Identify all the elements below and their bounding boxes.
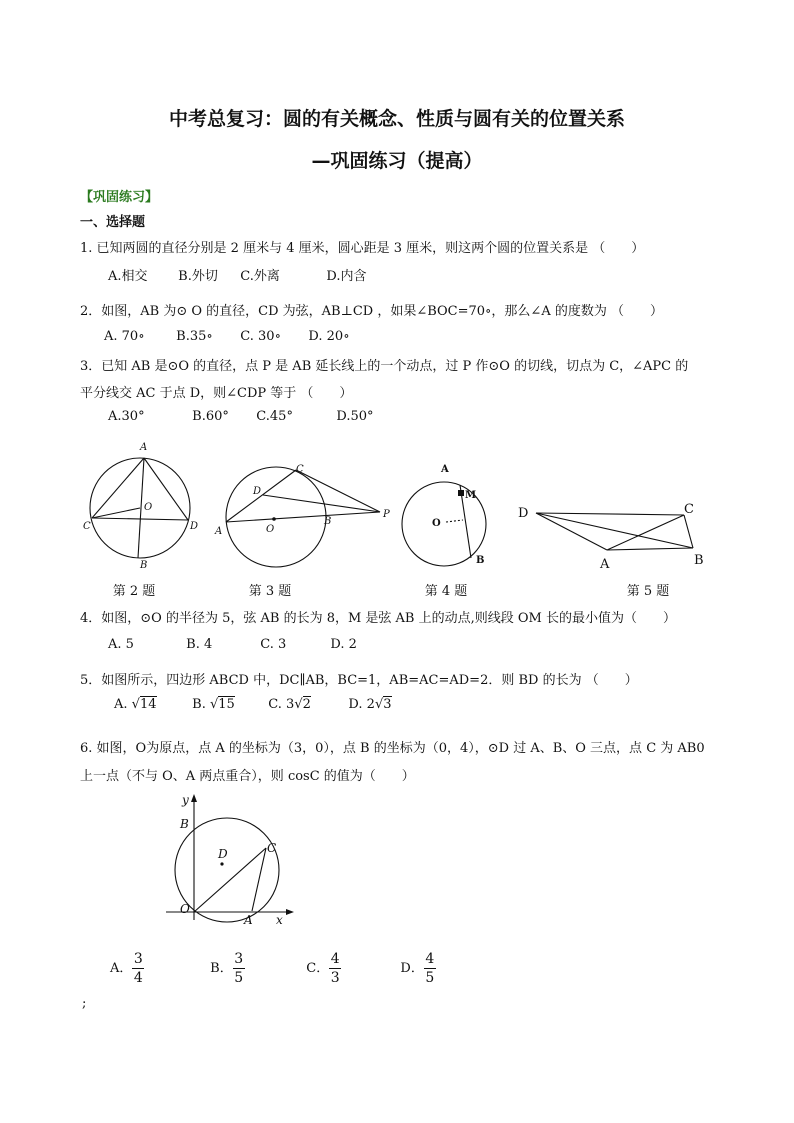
fig6-label-b: B xyxy=(180,817,189,831)
q5-option-b-label: B. xyxy=(192,697,206,712)
fig5-diag-bd xyxy=(536,513,693,548)
q5-stem: 5．如图所示，四边形 ABCD 中，DC∥AB，BC=1，AB=AC=AD=2．则 BD 的长为 （ ） xyxy=(80,673,638,688)
fig4-label-o: O xyxy=(432,518,441,529)
q1-option-c: C.外离 xyxy=(240,269,280,284)
fig4-label-b: B xyxy=(476,555,485,566)
q3-stem-line2: 平分线交 AC 于点 D，则∠CDP 等于 （ ） xyxy=(80,386,353,401)
fig3-label-p: P xyxy=(383,509,390,520)
q5-option-c xyxy=(268,697,344,712)
q5-options xyxy=(114,697,392,712)
q5-option-c-radicand: 2 xyxy=(302,697,311,712)
fig3-label-d: D xyxy=(253,486,262,497)
q2-option-b: B.35∘ xyxy=(176,329,213,344)
q3-option-b: B.60° xyxy=(192,409,229,424)
q6-option-c-num: 4 xyxy=(330,951,340,967)
q5-option-a xyxy=(114,697,188,712)
fig5-diag-ac xyxy=(607,515,684,550)
q4-stem: 4．如图，⊙O 的半径为 5，弦 AB 的长为 8，M 是弦 AB 上的动点,则线段 OM 长的最小值为（ ） xyxy=(80,611,676,626)
fig5-side-dc xyxy=(536,513,684,515)
q1-option-d: D.内含 xyxy=(326,269,367,284)
fig5-side-cb xyxy=(684,515,693,548)
fig6-circle xyxy=(175,818,279,922)
fig4-point-m xyxy=(458,490,464,496)
fig2-label-c: C xyxy=(83,521,91,532)
q6-stem-line1: 6. 如图，O为原点，点 A 的坐标为（3，0），点 B 的坐标为（0，4），⊙D 过 A、B、O 三点，点 C 为 AB0 xyxy=(80,741,705,756)
q2-option-a: A. 70∘ xyxy=(104,329,145,344)
figure-q3 xyxy=(226,467,380,567)
q6-option-d-num: 4 xyxy=(425,951,435,967)
q3-options xyxy=(108,409,374,424)
q4-option-a: A. 5 xyxy=(108,637,134,652)
q6-option-d-label: D． xyxy=(400,961,424,976)
q5-option-a-radicand: 14 xyxy=(139,697,157,712)
fig5-side-da xyxy=(536,513,607,550)
fig2-label-b: B xyxy=(140,560,148,571)
q5-option-c-coef: 3 xyxy=(286,697,295,712)
fig6-label-a: A xyxy=(244,913,253,925)
q6-option-b-den: 5 xyxy=(234,970,244,986)
fig6-line-oc xyxy=(194,848,266,912)
q6-option-a xyxy=(110,951,206,986)
q6-option-a-den: 4 xyxy=(133,970,143,986)
fig3-label-a: A xyxy=(215,526,223,537)
footer-mark: ; xyxy=(82,996,87,1011)
fig2-label-o: O xyxy=(144,502,153,513)
page-title: 中考总复习：圆的有关概念、性质与圆有关的位置关系 xyxy=(168,108,625,130)
q6-option-d xyxy=(400,951,435,986)
caption-fig3: 第 3 题 xyxy=(248,584,292,599)
fig5-side-ab xyxy=(607,548,693,550)
q6-option-c-label: C． xyxy=(306,961,330,976)
caption-fig5: 第 5 题 xyxy=(626,584,670,599)
q6-stem-line2: 上一点（不与 O、A 两点重合），则 cosC 的值为（ ） xyxy=(80,769,415,784)
page-subtitle: —巩固练习（提高） xyxy=(311,150,483,172)
q1-options xyxy=(108,265,367,284)
fig4-label-m: M xyxy=(465,490,477,501)
fig3-line-ap xyxy=(226,512,380,522)
fig6-label-c: C xyxy=(267,841,277,855)
fig6-center-dot xyxy=(220,862,223,865)
q4-option-c: C. 3 xyxy=(260,637,287,652)
q3-option-d: D.50° xyxy=(336,409,374,424)
q4-option-d: D. 2 xyxy=(330,637,357,652)
fig2-label-a: A xyxy=(140,442,148,453)
fig3-label-c: C xyxy=(296,464,304,475)
section-heading: 一、选择题 xyxy=(80,215,146,230)
q5-option-d-label: D. xyxy=(348,697,363,712)
q5-option-c-label: C. xyxy=(268,697,282,712)
q2-option-c: C. 30∘ xyxy=(240,329,281,344)
figure-q6 xyxy=(160,790,300,925)
sqrt-icon: √ xyxy=(131,697,140,712)
q1-option-b: B.外切 xyxy=(178,269,218,284)
q3-stem-line1: 3．已知 AB 是⊙O 的直径，点 P 是 AB 延长线上的一个动点，过 P 作⊙O 的切线，切点为 C，∠APC 的 xyxy=(80,359,689,374)
q6-option-b-fraction xyxy=(233,951,245,986)
q4-option-b: B. 4 xyxy=(186,637,213,652)
fig6-label-x: x xyxy=(276,913,283,925)
q1-stem: 1. 已知两圆的直径分别是 2 厘米与 4 厘米，圆心距是 3 厘米，则这两个圆的位置关系是 （ ） xyxy=(80,241,645,256)
caption-fig4: 第 4 题 xyxy=(424,584,468,599)
q6-option-a-fraction xyxy=(132,951,144,986)
fig3-center-dot xyxy=(272,517,276,521)
fig5-label-b: B xyxy=(694,553,704,568)
q6-option-b-num: 3 xyxy=(234,951,244,967)
fig6-label-o: O xyxy=(180,902,190,916)
section-tag: 【巩固练习】 xyxy=(80,190,159,205)
fig3-label-b: B xyxy=(324,516,332,527)
q6-option-d-den: 5 xyxy=(425,970,435,986)
q5-option-b-radicand: 15 xyxy=(218,697,235,712)
q5-option-d-coef: 2 xyxy=(366,697,375,712)
q6-option-b xyxy=(210,951,302,986)
q4-options xyxy=(108,637,357,652)
fig3-label-o: O xyxy=(266,524,275,535)
fig5-label-a: A xyxy=(600,557,610,572)
fig5-label-c: C xyxy=(684,502,694,517)
q6-option-b-label: B． xyxy=(210,961,233,976)
q5-option-d-radicand: 3 xyxy=(383,697,392,712)
q6-options xyxy=(110,951,436,986)
q6-option-d-fraction xyxy=(424,951,436,986)
fig4-segment-om xyxy=(446,520,463,522)
q2-stem: 2．如图，AB 为⊙ O 的直径，CD 为弦，AB⊥CD ，如果∠BOC=70∘，那么∠A 的度数为 （ ） xyxy=(80,304,663,319)
q6-option-a-num: 3 xyxy=(133,951,143,967)
q5-option-d xyxy=(348,697,391,712)
figures-row xyxy=(80,440,720,575)
fig6-y-arrow-icon xyxy=(191,794,197,802)
q5-option-b xyxy=(192,697,264,712)
q3-option-c: C.45° xyxy=(256,409,293,424)
q2-options xyxy=(104,329,350,344)
q1-option-a: A.相交 xyxy=(108,269,148,284)
q6-option-c xyxy=(306,951,396,986)
sqrt-icon: √ xyxy=(374,697,384,712)
fig5-label-d: D xyxy=(518,506,529,521)
sqrt-icon: √ xyxy=(294,697,303,712)
fig4-label-a: A xyxy=(441,464,449,475)
figure-q2 xyxy=(90,458,190,558)
fig6-line-ca xyxy=(252,848,266,911)
q6-option-a-label: A． xyxy=(110,961,133,976)
q6-option-c-den: 3 xyxy=(330,970,340,986)
sqrt-icon: √ xyxy=(209,697,219,712)
caption-fig2: 第 2 题 xyxy=(112,584,156,599)
q5-option-a-label: A. xyxy=(114,697,128,712)
q6-option-c-fraction xyxy=(329,951,341,986)
fig2-label-d: D xyxy=(190,521,199,532)
figure-q5 xyxy=(536,513,693,550)
q2-option-d: D. 20∘ xyxy=(308,329,350,344)
q3-option-a: A.30° xyxy=(108,409,145,424)
fig6-label-y: y xyxy=(182,793,189,807)
fig6-label-d: D xyxy=(218,847,228,861)
fig6-x-arrow-icon xyxy=(286,909,294,915)
